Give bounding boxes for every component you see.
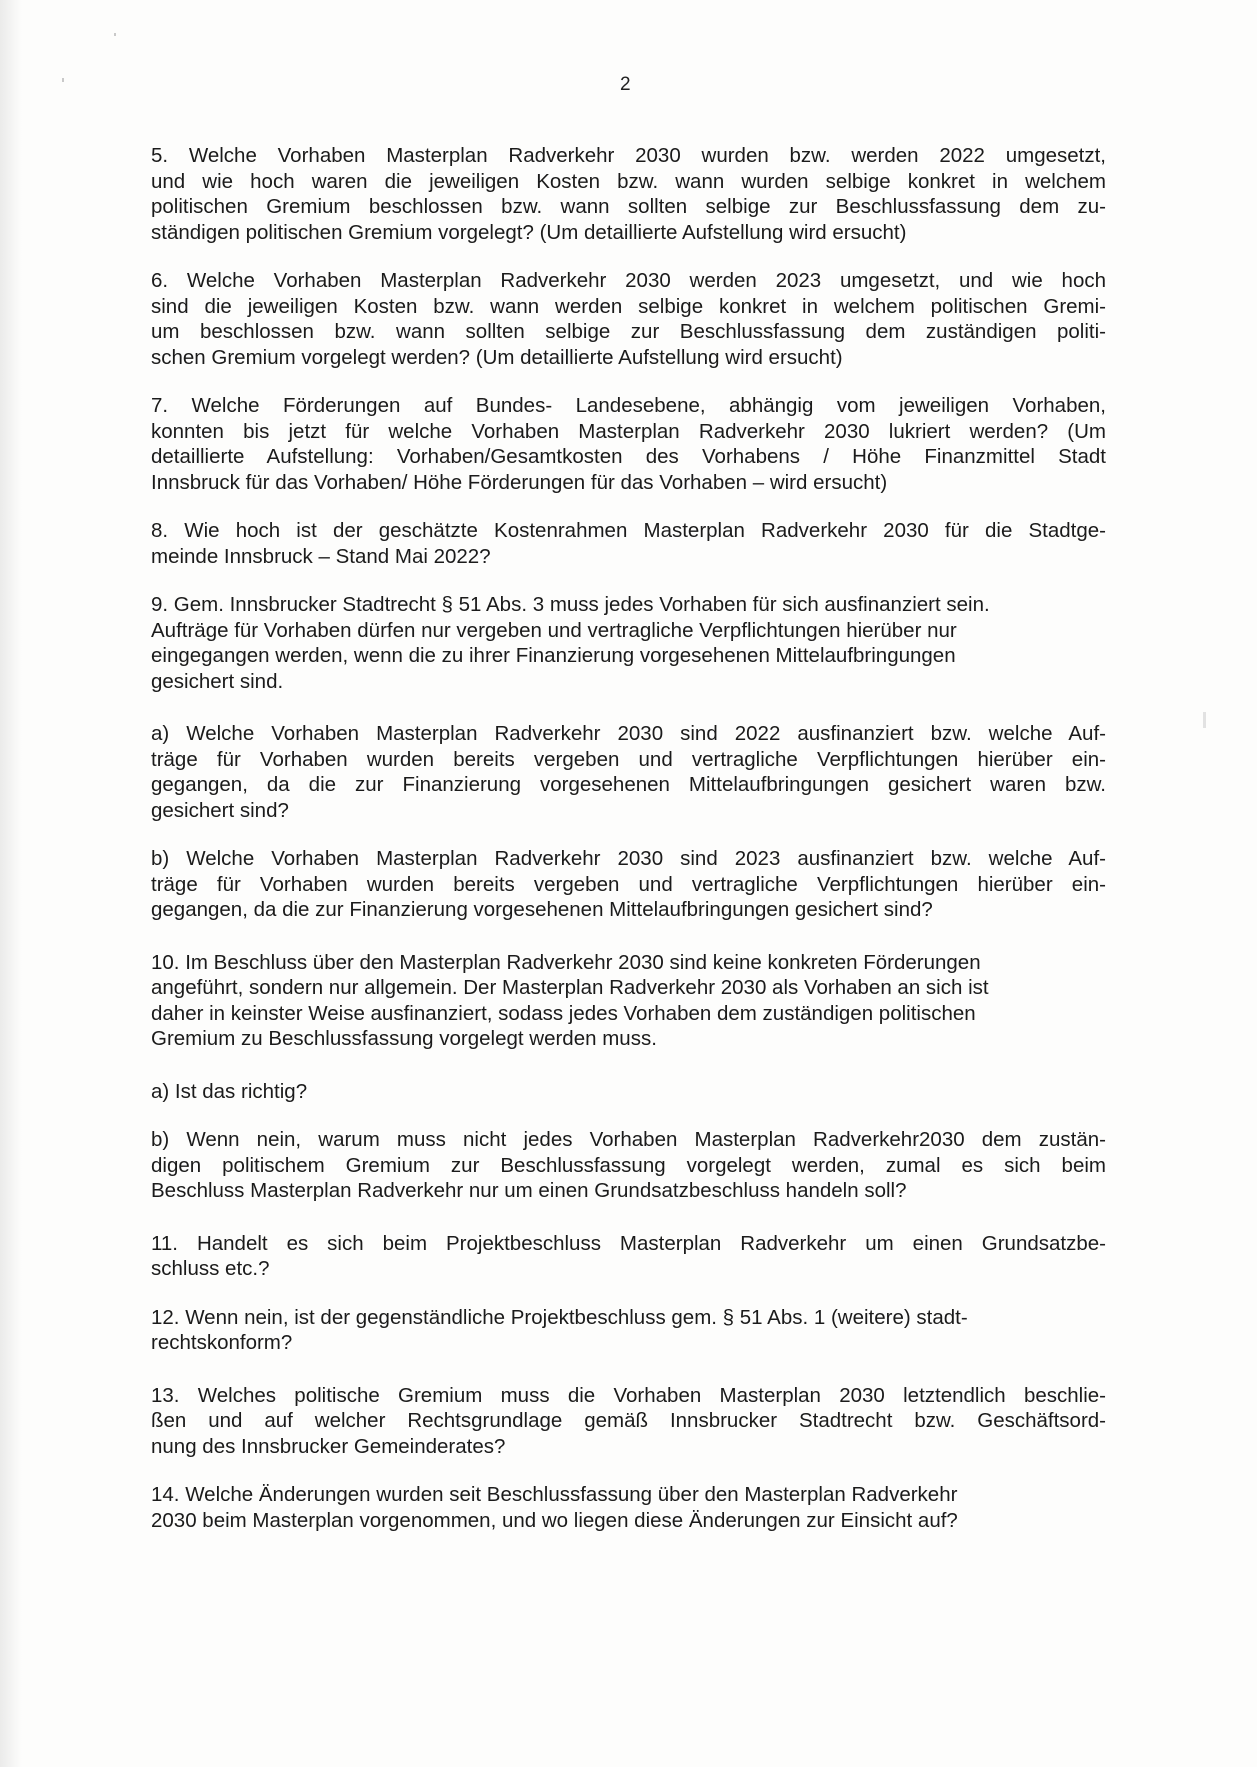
text-line: Gremium zu Beschlussfassung vorgelegt werden muss. xyxy=(151,1027,657,1050)
text-line: 5. Welche Vorhaben Masterplan Radverkehr 2030 wurden bzw. werden 2022 umgesetzt, xyxy=(151,144,1106,167)
text-line: a) Welche Vorhaben Masterplan Radverkehr 2030 sind 2022 ausfinanziert bzw. welche Auf- xyxy=(151,722,1106,745)
text-line: konnten bis jetzt für welche Vorhaben Masterplan Radverkehr 2030 lukriert werden? (Um xyxy=(151,419,1106,443)
text-line: um beschlossen bzw. wann sollten selbige zur Beschlussfassung dem zuständigen politi- xyxy=(151,320,1106,343)
paragraph-q8 xyxy=(151,518,1106,569)
scan-edge-shadow xyxy=(0,0,22,1767)
paragraph-q10 xyxy=(151,950,1106,1052)
text-line: 9. Gem. Innsbrucker Stadtrecht § 51 Abs. 3 muss jedes Vorhaben für sich ausfinanziert sein. xyxy=(151,593,990,616)
text-line: 7. Welche Förderungen auf Bundes- Landesebene, abhängig vom jeweiligen Vorhaben, xyxy=(151,394,1106,417)
text-line: b) Welche Vorhaben Masterplan Radverkehr 2030 sind 2023 ausfinanziert bzw. welche Auf- xyxy=(151,847,1106,870)
text-line: eingegangen werden, wenn die zu ihrer Finanzierung vorgesehenen Mittelaufbringungen xyxy=(151,644,956,667)
text-line: daher in keinster Weise ausfinanziert, sodass jedes Vorhaben dem zuständigen politischen xyxy=(151,1001,976,1025)
text-line: nung des Innsbrucker Gemeinderates? xyxy=(151,1434,506,1458)
paragraph-q5 xyxy=(151,143,1106,245)
paragraph-q9 xyxy=(151,592,1106,694)
text-line: politischen Gremium beschlossen bzw. wann sollten selbige zur Beschlussfassung dem zu- xyxy=(151,195,1106,218)
text-line: träge für Vorhaben wurden bereits vergeben und vertragliche Verpflichtungen hierüber ein- xyxy=(151,872,1106,896)
paragraph-q10b xyxy=(151,1127,1106,1204)
text-line: gegangen, da die zur Finanzierung vorgesehenen Mittelaufbringungen gesichert sind? xyxy=(151,898,933,921)
text-line: schluss etc.? xyxy=(151,1257,270,1280)
text-line: 11. Handelt es sich beim Projektbeschluss Masterplan Radverkehr um einen Grundsatzbe- xyxy=(151,1231,1106,1255)
text-line: ständigen politischen Gremium vorgelegt? (Um detaillierte Aufstellung wird ersucht) xyxy=(151,220,907,244)
paragraph-q7 xyxy=(151,393,1106,495)
text-line: 8. Wie hoch ist der geschätzte Kostenrahmen Masterplan Radverkehr 2030 für die Stadtge- xyxy=(151,519,1106,542)
text-line: rechtskonform? xyxy=(151,1331,293,1354)
text-line: Aufträge für Vorhaben dürfen nur vergeben und vertragliche Verpflichtungen hierüber nur xyxy=(151,618,957,642)
scan-speck xyxy=(114,33,116,36)
text-line: gesichert sind? xyxy=(151,798,289,822)
document-body xyxy=(151,143,1106,1556)
text-line: b) Wenn nein, warum muss nicht jedes Vorhaben Masterplan Radverkehr2030 dem zustän- xyxy=(151,1128,1106,1151)
text-line: ßen und auf welcher Rechtsgrundlage gemäß Innsbrucker Stadtrecht bzw. Geschäftsord- xyxy=(151,1409,1106,1432)
text-line: angeführt, sondern nur allgemein. Der Masterplan Radverkehr 2030 als Vorhaben an sich ist xyxy=(151,976,989,999)
paragraph-q9b xyxy=(151,846,1106,923)
text-line: 14. Welche Änderungen wurden seit Beschlussfassung über den Masterplan Radverkehr xyxy=(151,1483,958,1506)
paragraph-q13 xyxy=(151,1383,1106,1460)
text-line: gegangen, da die zur Finanzierung vorgesehenen Mittelaufbringungen gesichert waren bzw. xyxy=(151,773,1106,796)
text-line: a) Ist das richtig? xyxy=(151,1079,308,1103)
text-line: träge für Vorhaben wurden bereits vergeben und vertragliche Verpflichtungen hierüber ein- xyxy=(151,747,1106,771)
text-line: gesichert sind. xyxy=(151,669,284,693)
paragraph-q14 xyxy=(151,1482,1106,1533)
text-line: 2030 beim Masterplan vorgenommen, und wo liegen diese Änderungen zur Einsicht auf? xyxy=(151,1508,958,1532)
scan-speck xyxy=(62,78,64,82)
text-line: Innsbruck für das Vorhaben/ Höhe Förderungen für das Vorhaben – wird ersucht) xyxy=(151,470,888,494)
paragraph-q9a xyxy=(151,721,1106,823)
paragraph-q12 xyxy=(151,1305,1106,1356)
paragraph-q10a xyxy=(151,1079,1106,1105)
paragraph-q6 xyxy=(151,268,1106,370)
text-line: meinde Innsbruck – Stand Mai 2022? xyxy=(151,544,491,568)
text-line: digen politischem Gremium zur Beschlussfassung vorgelegt werden, zumal es sich beim xyxy=(151,1153,1106,1177)
text-line: 10. Im Beschluss über den Masterplan Radverkehr 2030 sind keine konkreten Förderungen xyxy=(151,950,981,974)
text-line: sind die jeweiligen Kosten bzw. wann werden selbige konkret in welchem politischen Gremi- xyxy=(151,294,1106,318)
text-line: und wie hoch waren die jeweiligen Kosten bzw. wann wurden selbige konkret in welchem xyxy=(151,169,1106,193)
text-line: 13. Welches politische Gremium muss die Vorhaben Masterplan 2030 letztendlich beschlie- xyxy=(151,1383,1106,1407)
page-number: 2 xyxy=(620,74,631,95)
text-line: Beschluss Masterplan Radverkehr nur um einen Grundsatzbeschluss handeln soll? xyxy=(151,1179,907,1202)
text-line: detaillierte Aufstellung: Vorhaben/Gesamtkosten des Vorhabens / Höhe Finanzmittel Stadt xyxy=(151,445,1106,468)
paragraph-q11 xyxy=(151,1231,1106,1282)
scan-speck xyxy=(1203,712,1206,728)
text-line: 12. Wenn nein, ist der gegenständliche Projektbeschluss gem. § 51 Abs. 1 (weitere) stadt- xyxy=(151,1305,968,1329)
text-line: 6. Welche Vorhaben Masterplan Radverkehr 2030 werden 2023 umgesetzt, und wie hoch xyxy=(151,269,1106,292)
text-line: schen Gremium vorgelegt werden? (Um detaillierte Aufstellung wird ersucht) xyxy=(151,345,843,369)
